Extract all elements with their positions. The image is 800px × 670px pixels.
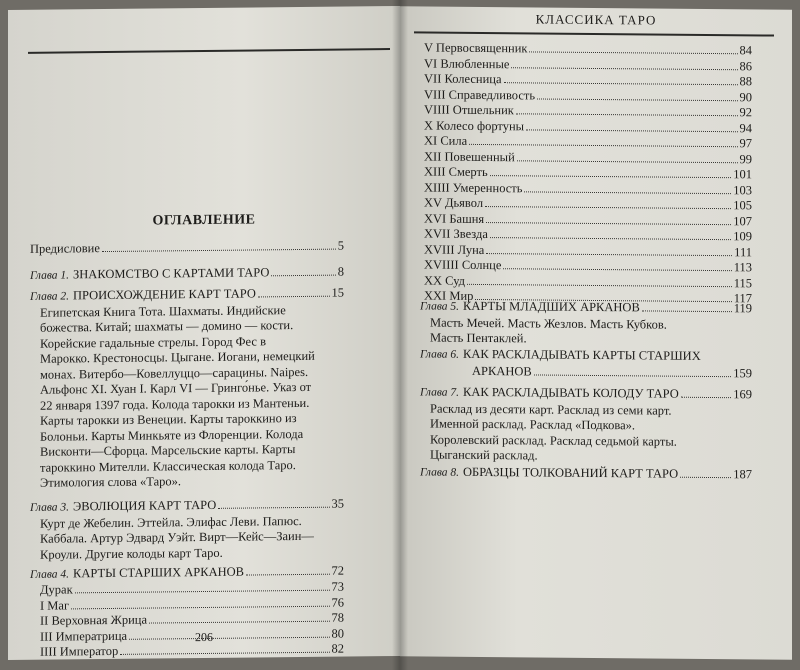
toc-entry-arcana[interactable]: XXI Мир 117 <box>424 288 752 306</box>
entry-page: 5 <box>337 238 344 253</box>
chapter-subtopics: Расклад из десяти карт. Расклад из семи карт. Именной расклад. Расклад «Подкова». Королевский расклад. Расклад седьмой карты. Цыганский расклад. <box>430 401 677 463</box>
running-head: КЛАССИКА ТАРО <box>535 11 657 28</box>
chapter-title: КАРТЫ СТАРШИХ АРКАНОВ <box>73 564 244 581</box>
toc-entry-arcana[interactable]: XX Суд 115 <box>424 272 752 290</box>
toc-entry-arcana[interactable]: VII Колесница 88 <box>424 71 752 89</box>
entry-page: 72 <box>331 563 344 578</box>
chapter-number: Глава 1. <box>30 269 69 282</box>
chapter-number: Глава 6. <box>420 348 459 361</box>
chapter-number: Глава 5. <box>420 300 459 313</box>
toc-title: ОГЛАВЛЕНИЕ <box>152 212 256 229</box>
chapter-title: ОБРАЗЦЫ ТОЛКОВАНИЙ КАРТ ТАРО <box>463 464 679 481</box>
entry-page: 169 <box>733 387 752 402</box>
arcana-list-left <box>40 580 344 661</box>
chapter-subtopics: Курт де Жебелин. Эттейла. Элифас Леви. Папюс. Каббала. Артур Эдвард Уэйт. Вирт—Кейс—Заин— Кроули. Другие колоды карт Таро. <box>40 513 314 562</box>
toc-entry-arcana[interactable]: X Колесо фортуны 94 <box>424 117 752 135</box>
chapter-title: КАК РАСКЛАДЫВАТЬ КОЛОДУ ТАРО <box>463 384 679 401</box>
toc-entry-chapter-2[interactable] <box>30 286 344 492</box>
leader-dots <box>680 477 731 478</box>
header-rule <box>414 31 774 36</box>
book-gutter <box>392 0 408 670</box>
toc-entry-arcana[interactable]: Дурак 73 <box>40 579 344 597</box>
leader-dots <box>102 249 336 252</box>
right-page <box>400 6 792 659</box>
chapter-title: КАК РАСКЛАДЫВАТЬ КАРТЫ СТАРШИХ <box>463 346 701 363</box>
toc-entry-arcana[interactable]: XVIIII Солнце 113 <box>424 257 752 275</box>
chapter-title: ЭВОЛЮЦИЯ КАРТ ТАРО <box>73 497 217 514</box>
toc-entry-arcana[interactable]: XVI Башня 107 <box>424 210 752 228</box>
leader-dots <box>258 296 330 298</box>
toc-entry-chapter-1[interactable] <box>30 265 344 285</box>
toc-entry-arcana[interactable]: XVII Звезда 109 <box>424 226 752 244</box>
left-page <box>8 6 400 660</box>
chapter-subtopics: Египетская Книга Тота. Шахматы. Индийские божества. Китай; шахматы — домино — кости. Корейские гадальные стрелы. Город Фес в Марокко. Крестоносцы. Цыгане. Иогани, немецкий монах. Витербо—Ковеллуццо—сарацины. Naipes. Альфонс XI. Хуан I. Карл VI — Гринго́нье. Указ от 22 января 1397 года. Колода тарокки из Мантеньи. Карты тарокки из Венеции. Карты тароккино из Болоньи. Карты Минкьяте из Флоренции. Колода Висконти—Сфорца. Марсельские карты. Карты тароккино Мителли. Классическая колода Таро. Этимология слова «Таро». <box>40 302 315 490</box>
chapter-number: Глава 4. <box>30 568 69 581</box>
toc-entry-arcana[interactable]: III Императрица 80 <box>40 626 344 644</box>
chapter-number: Глава 2. <box>30 290 69 303</box>
leader-dots <box>642 310 732 312</box>
toc-entry-chapter-7[interactable] <box>420 384 752 465</box>
chapter-title: ЗНАКОМСТВО С КАРТАМИ ТАРО <box>73 265 270 282</box>
toc-entry-arcana[interactable]: VIIII Отшельник 92 <box>424 102 752 120</box>
entry-page: 119 <box>733 301 752 316</box>
chapter-subtopics: Масть Мечей. Масть Жезлов. Масть Кубков. Масть Пентаклей. <box>430 315 667 346</box>
leader-dots <box>681 397 732 398</box>
toc-entry-arcana[interactable]: XVIII Луна 111 <box>424 241 752 259</box>
toc-entry-arcana[interactable]: V Первосвященник 84 <box>424 40 752 58</box>
entry-page: 187 <box>733 467 752 482</box>
header-rule <box>28 48 390 54</box>
arcana-list-right <box>424 40 752 306</box>
toc-entry-arcana[interactable]: XI Сила 97 <box>424 133 752 151</box>
toc-entry-chapter-6[interactable] <box>420 346 752 381</box>
toc-entry-arcana[interactable]: XIII Смерть 101 <box>424 164 752 182</box>
toc-entry-preface[interactable] <box>30 239 344 258</box>
toc-entry-arcana[interactable]: VIII Справедливость 90 <box>424 86 752 104</box>
entry-page: 35 <box>331 496 344 511</box>
page-number: 206 <box>195 629 213 645</box>
toc-entry-arcana[interactable]: IIII Император 82 <box>40 641 344 659</box>
toc-entry-arcana[interactable]: XIIII Умеренность 103 <box>424 179 752 197</box>
leader-dots <box>271 275 335 277</box>
chapter-title: КАРТЫ МЛАДШИХ АРКАНОВ <box>463 298 640 315</box>
leader-dots <box>218 507 329 509</box>
toc-entry-arcana[interactable]: II Верховная Жрица 78 <box>40 610 344 628</box>
entry-page: 159 <box>733 365 752 380</box>
leader-dots <box>246 574 330 576</box>
toc-entry-arcana[interactable]: VI Влюбленные 86 <box>424 55 752 73</box>
chapter-title-cont: АРКАНОВ <box>472 363 532 378</box>
entry-page: 8 <box>337 264 344 279</box>
toc-entry-arcana[interactable]: XII Повешенный 99 <box>424 148 752 166</box>
toc-entry-arcana[interactable]: I Маг 76 <box>40 595 344 613</box>
chapter-title: ПРОИСХОЖДЕНИЕ КАРТ ТАРО <box>73 286 256 303</box>
entry-label: Предисловие <box>30 241 100 256</box>
toc-entry-chapter-3[interactable] <box>30 497 344 563</box>
entry-page: 15 <box>331 285 344 300</box>
chapter-number: Глава 8. <box>420 466 459 479</box>
toc-entry-chapter-8[interactable] <box>420 464 752 483</box>
toc-entry-arcana[interactable]: XV Дьявол 105 <box>424 195 752 213</box>
chapter-number: Глава 7. <box>420 386 459 399</box>
leader-dots <box>534 374 732 377</box>
toc-entry-chapter-5[interactable] <box>420 298 752 348</box>
chapter-number: Глава 3. <box>30 501 69 514</box>
